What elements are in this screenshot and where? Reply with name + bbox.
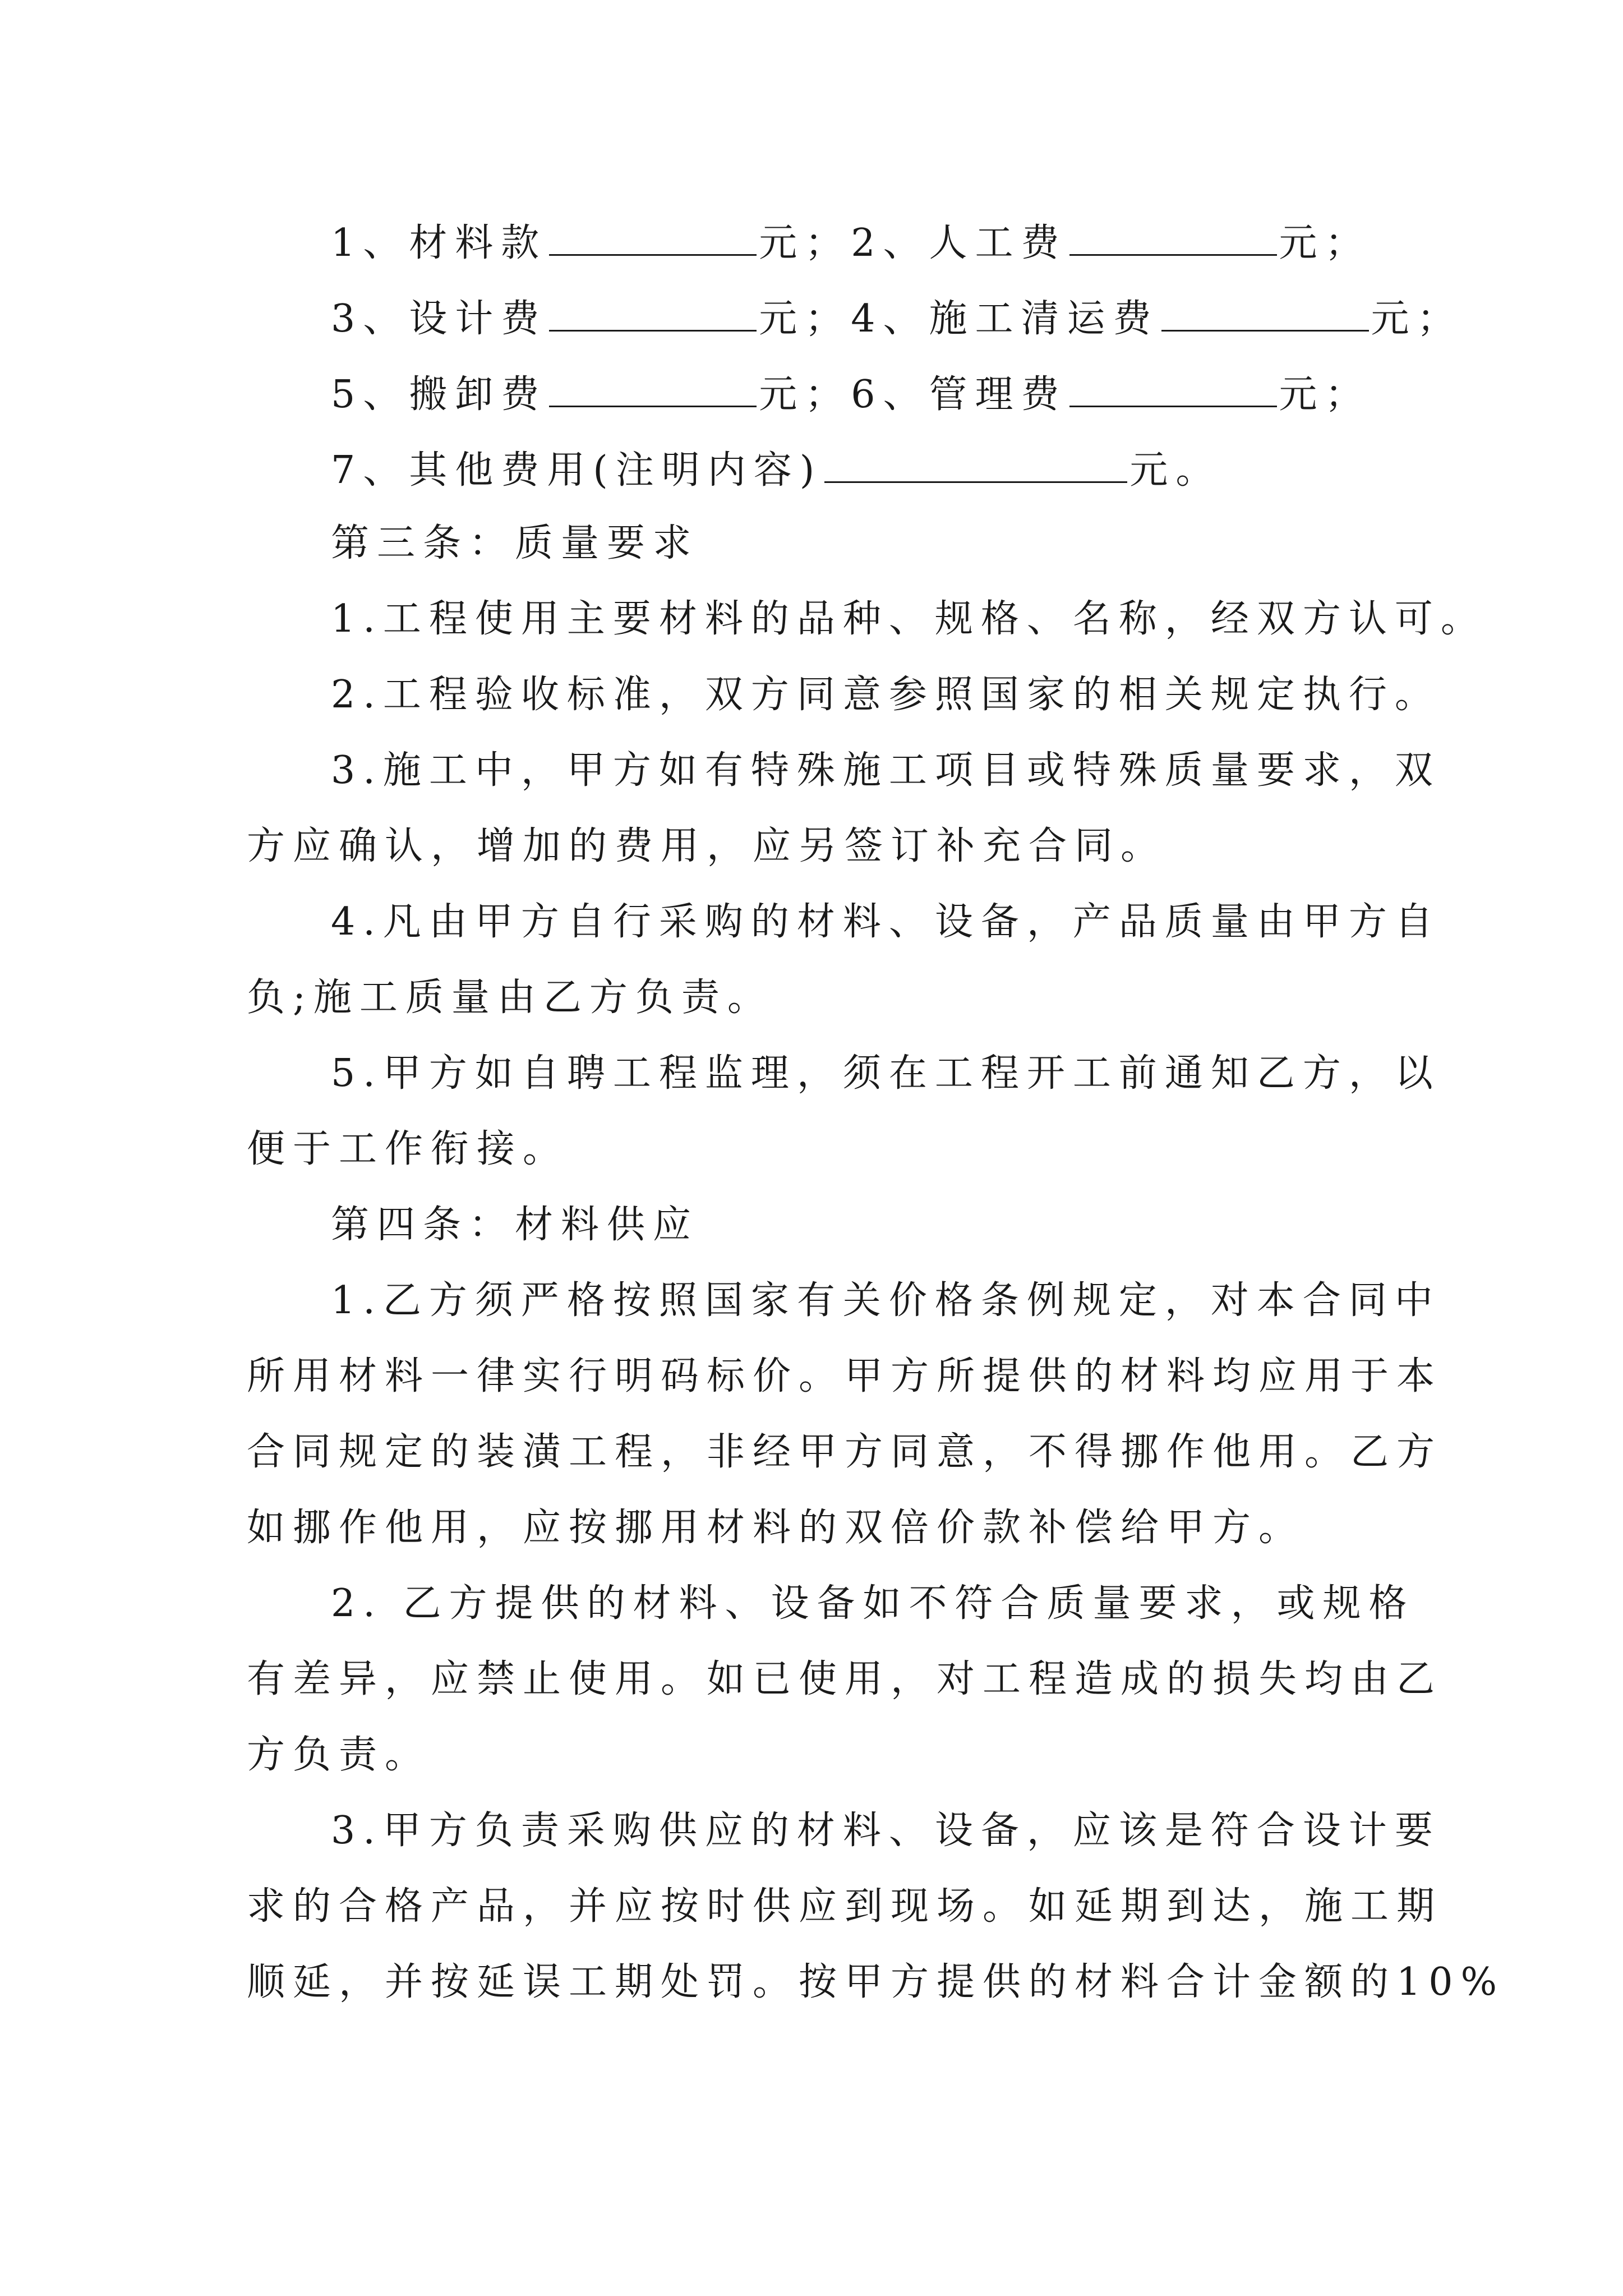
section-4-item-2-line-3: 方负责。 [247,1733,431,1777]
fee-unit: 元； [1371,297,1463,341]
section-4-item-1-line-4: 如挪作他用，应按挪用材料的双倍价款补偿给甲方。 [247,1506,1305,1550]
section-4-item-3-line-1: 3.甲方负责采购供应的材料、设备，应该是符合设计要 [331,1809,1441,1853]
fee-label-other: 7、其他费用(注明内容) [331,448,823,493]
section-3-heading: 第三条：质量要求 [331,521,699,565]
fee-unit: 元； [1279,372,1371,417]
fee-row-4 [331,448,1387,493]
section-3-item-3-line-1: 3.施工中，甲方如有特殊施工项目或特殊质量要求，双 [331,748,1441,793]
section-3-item-2: 2.工程验收标准，双方同意参照国家的相关规定执行。 [331,673,1441,717]
fee-blank-management[interactable] [1069,373,1277,407]
section-4-item-1-line-1: 1.乙方须严格按照国家有关价格条例规定，对本合同中 [331,1278,1441,1323]
fee-unit: 元； [1279,221,1371,265]
section-3-item-1: 1.工程使用主要材料的品种、规格、名称，经双方认可。 [331,597,1487,641]
fee-label-cleanup: 元；4、施工清运费 [759,297,1159,341]
fee-row-3 [331,372,1387,417]
fee-blank-other[interactable] [824,449,1127,483]
section-3-item-4-line-2: 负;施工质量由乙方负责。 [247,976,773,1020]
section-3-item-5-line-2: 便于工作衔接。 [247,1127,569,1171]
fee-label-design: 3、设计费 [331,297,547,341]
section-3-item-3-line-2: 方应确认，增加的费用，应另签订补充合同。 [247,824,1167,868]
fee-row-1 [331,222,1387,263]
fee-blank-design[interactable] [549,297,757,332]
section-4-item-2-line-2: 有差异，应禁止使用。如已使用，对工程造成的损失均由乙 [247,1657,1443,1701]
fee-label-management: 元；6、管理费 [759,372,1067,417]
fee-unit: 元。 [1129,448,1222,493]
fee-row-2 [331,297,1463,341]
section-3-item-5-line-1: 5.甲方如自聘工程监理，须在工程开工前通知乙方，以 [331,1051,1441,1096]
fee-blank-handling[interactable] [549,373,757,407]
fee-label-handling: 5、搬卸费 [331,372,547,417]
fee-label-labor: 元；2、人工费 [759,221,1067,265]
section-4-item-3-line-3: 顺延，并按延误工期处罚。按甲方提供的材料合计金额的10% [247,1960,1505,2004]
fee-blank-labor[interactable] [1069,222,1277,256]
section-4-heading: 第四条：材料供应 [331,1203,699,1247]
section-3-item-4-line-1: 4.凡由甲方自行采购的材料、设备，产品质量由甲方自 [331,900,1441,944]
section-4-item-2-line-1: 2. 乙方提供的材料、设备如不符合质量要求，或规格 [331,1581,1415,1626]
fee-label-materials: 1、材料款 [331,221,547,265]
fee-blank-cleanup[interactable] [1161,297,1369,332]
section-4-item-1-line-2: 所用材料一律实行明码标价。甲方所提供的材料均应用于本 [247,1354,1443,1398]
section-4-item-3-line-2: 求的合格产品，并应按时供应到现场。如延期到达，施工期 [247,1884,1443,1929]
section-4-item-1-line-3: 合同规定的装潢工程，非经甲方同意，不得挪作他用。乙方 [247,1430,1443,1474]
fee-blank-materials[interactable] [549,222,757,256]
